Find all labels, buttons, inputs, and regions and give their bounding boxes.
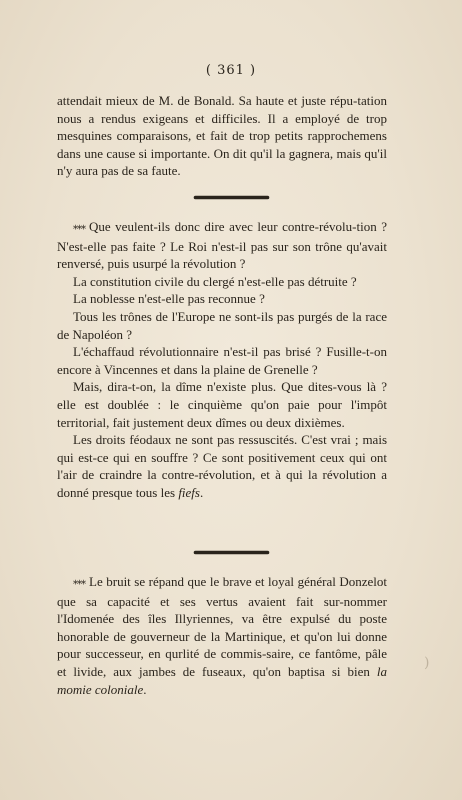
paragraph-block-1 — [57, 92, 387, 180]
section-divider — [0, 196, 462, 200]
asterism-icon: ⁎⁎⁎ — [73, 221, 85, 232]
paragraph: Tous les trônes de l'Europe ne sont-ils pas purgés de la race de Napoléon ? — [57, 308, 387, 342]
paragraph: attendait mieux de M. de Bonald. Sa haute et juste répu-tation nous a rendus exigeans et difficiles. Il a employé de trop mesquines comparaisons, et fait de trop petits rapprochemens dans une cause si importante. On dit qu'il la gagnera, mais qu'il n'y aura pas de sa faute. — [57, 93, 387, 179]
paragraph: La noblesse n'est-elle pas reconnue ? — [73, 291, 265, 307]
section-divider — [0, 551, 462, 555]
asterism-icon: ⁎⁎⁎ — [73, 576, 85, 587]
paragraph-block-3 — [57, 573, 387, 698]
paragraph: ⁎⁎⁎ Que veulent-ils donc dire avec leur contre-révolu-tion ? N'est-elle pas faite ? Le Roi n'est-il pas sur son trône qu'avait renversé, puis usurpé la révolution ? — [57, 219, 387, 272]
margin-mark-icon: ) — [424, 655, 430, 671]
paragraph: ⁎⁎⁎ Le bruit se répand que le brave et loyal général Donzelot que sa capacité et ses vertus avaient fait sur-nommer l'Idomenée des îles Illyriennes, va être expulsé du poste honorable de gouverneur de la Martinique, et qu'on lui donne pour successeur, en qurlité de commis-saire, ce fantôme, pâle et livide, aux jambes de fuseaux, qu'on baptisa si bien la momie coloniale. — [57, 574, 387, 697]
paragraph-block-2 — [57, 218, 387, 502]
italic-phrase: la momie coloniale — [57, 663, 387, 697]
paragraph: Mais, dira-t-on, la dîme n'existe plus. Que dites-vous là ? elle est doublée : le cinquième qu'on paie pour l'impôt territorial, fait justement deux dîmes ou deux dixièmes. — [57, 379, 387, 430]
italic-word: fiefs — [178, 484, 200, 500]
paragraph: Les droits féodaux ne sont pas ressuscités. C'est vrai ; mais qui est-ce qui en souffre ? Ce sont positivement ceux qui ont l'air de craindre la contre-révolution, et à qui la révolution a donné presque tous les fiefs. — [57, 432, 387, 500]
paragraph: La constitution civile du clergé n'est-elle pas détruite ? — [73, 273, 357, 289]
page-number: ( 361 ) — [205, 63, 257, 78]
paragraph: L'échaffaud révolutionnaire n'est-il pas brisé ? Fusille-t-on encore à Vincennes et dans la plaine de Grenelle ? — [57, 344, 387, 377]
